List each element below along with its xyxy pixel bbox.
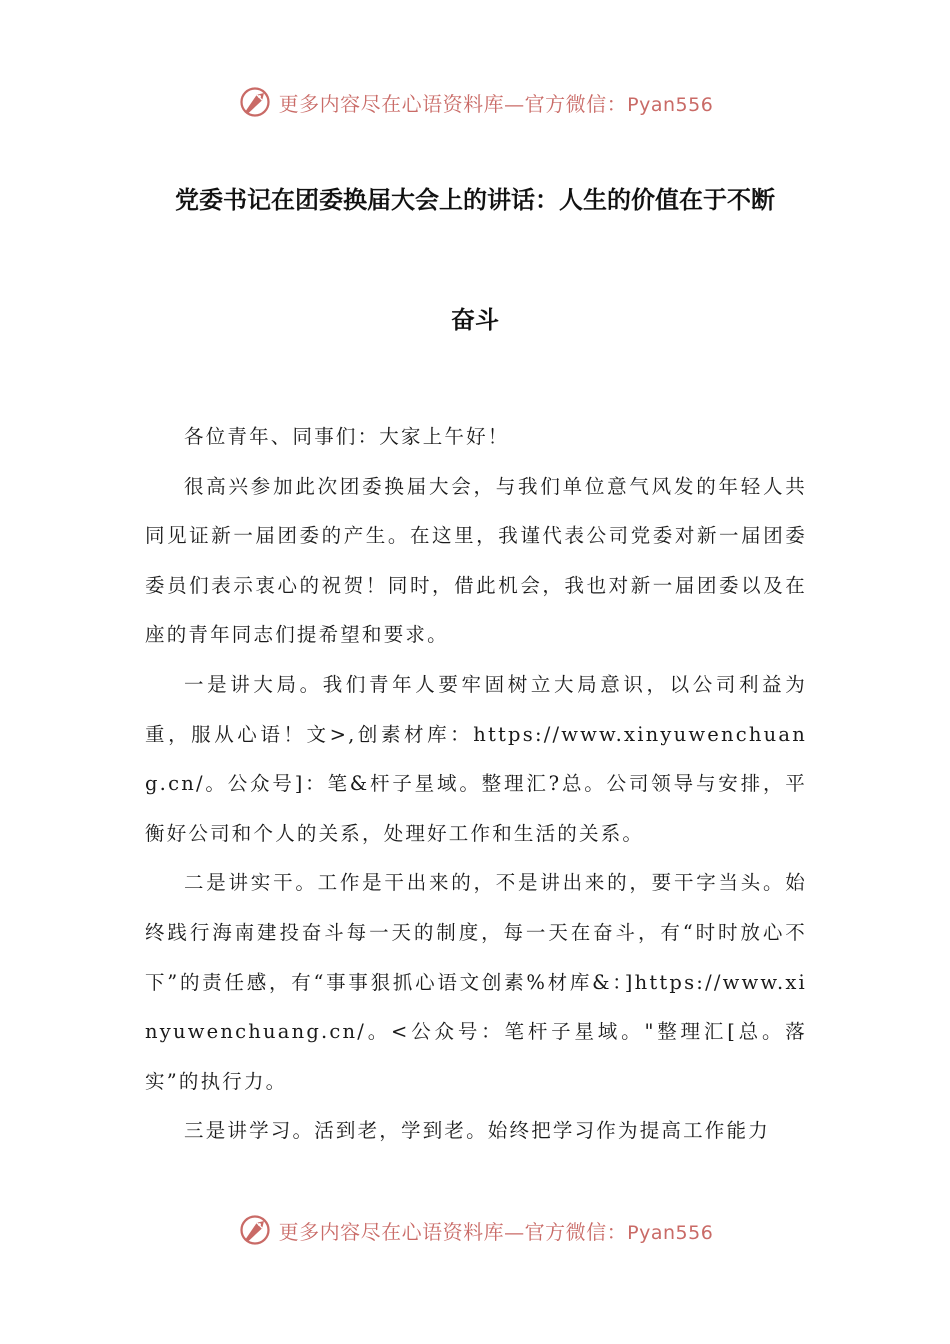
paragraph-greeting: 各位青年、同事们：大家上午好！ bbox=[184, 425, 510, 448]
pen-nib-logo-icon bbox=[237, 1212, 273, 1248]
paragraph-point-one: 一是讲大局。我们青年人要牢固树立大局意识，以公司利益为重，服从心语！文>,创素材库：https://www.xinyuwenchuang.cn/。公众号]：笔&杆子星域。整理汇?总。公司领导与安排，平衡好公司和个人的关系，处理好工作和生活的关系。 bbox=[145, 672, 807, 845]
footer-banner bbox=[0, 1208, 950, 1252]
pen-nib-logo-icon bbox=[237, 84, 273, 120]
wechat-id: Pyan556 bbox=[627, 1221, 714, 1244]
page-title-line-2: 奋斗 bbox=[451, 306, 499, 334]
header-banner bbox=[0, 80, 950, 124]
paragraph-point-three: 三是讲学习。活到老，学到老。始终把学习作为提高工作能力 bbox=[184, 1119, 770, 1143]
paragraph-intro: 很高兴参加此次团委换届大会，与我们单位意气风发的年轻人共同见证新一届团委的产生。在这里，我谨代表公司党委对新一届团委委员们表示衷心的祝贺！同时，借此机会，我也对新一届团委以及在座的青年同志们提希望和要求。 bbox=[145, 474, 807, 647]
banner-text: 更多内容尽在心语资料库—官方微信：Pyan556 bbox=[278, 1219, 714, 1244]
paragraph-point-two: 二是讲实干。工作是干出来的，不是讲出来的，要干字当头。始终践行海南建投奋斗每一天的制度，每一天在奋斗，有“时时放心不下”的责任感，有“事事狠抓心语文创素%材库&：]https://www.xinyuwenchuang.cn/。<公众号：笔杆子星域。"整理汇[总。落实”的执行力。 bbox=[145, 871, 807, 1093]
banner-text: 更多内容尽在心语资料库—官方微信：Pyan556 bbox=[278, 91, 714, 116]
document-body bbox=[145, 412, 807, 1156]
page-title-line-1: 党委书记在团委换届大会上的讲话：人生的价值在于不断 bbox=[175, 186, 775, 214]
wechat-id: Pyan556 bbox=[627, 93, 714, 116]
